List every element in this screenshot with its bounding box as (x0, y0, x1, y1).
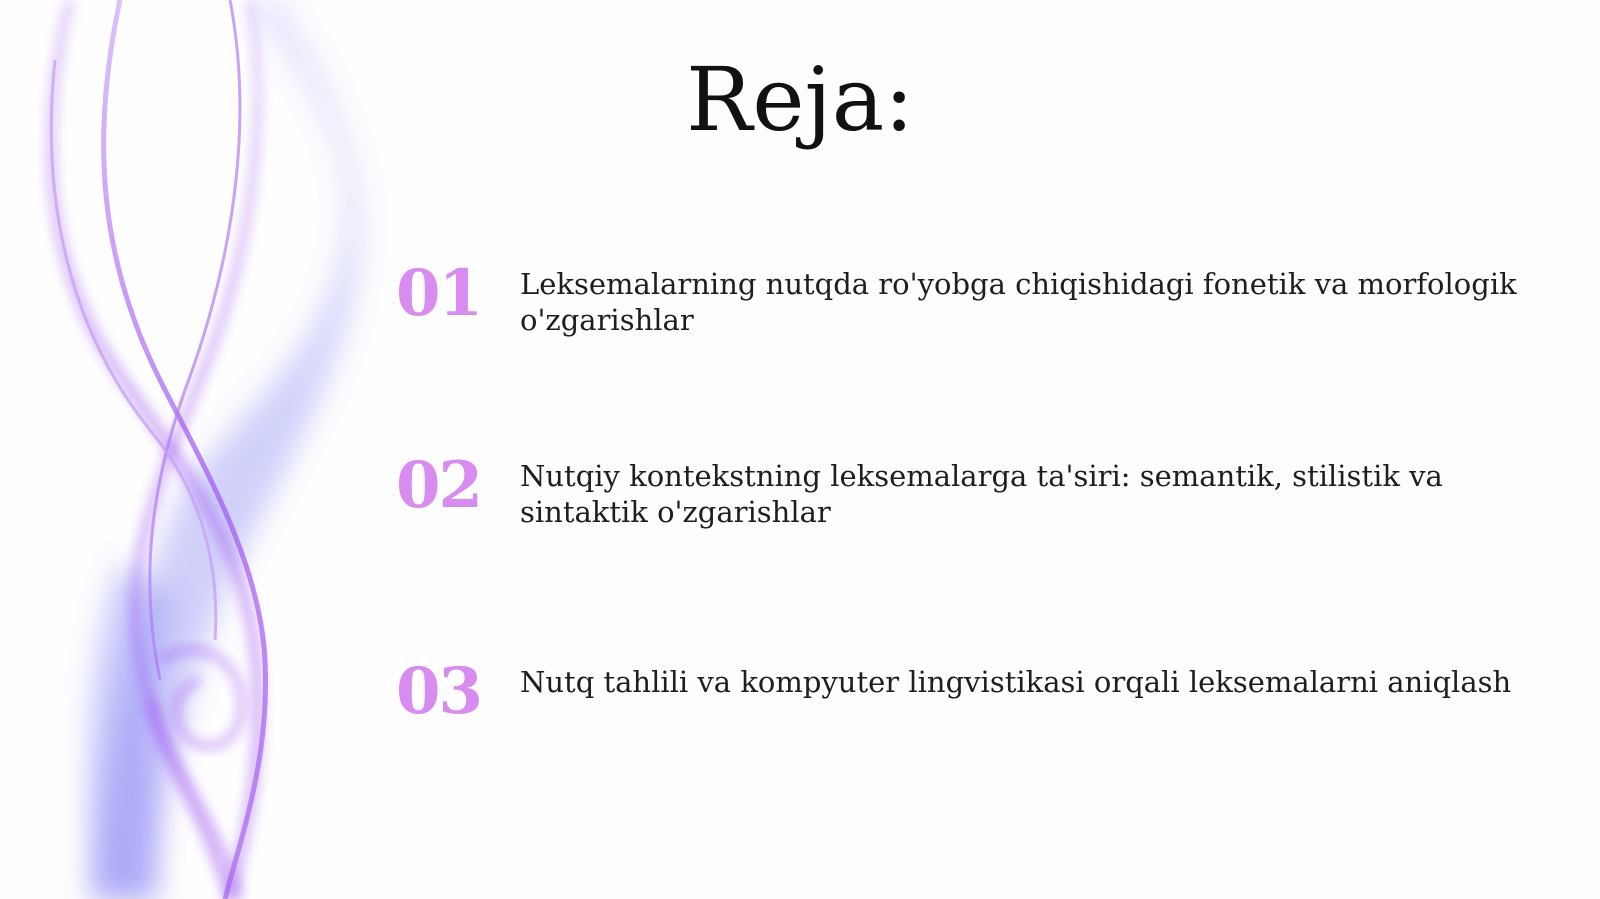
plan-item (396, 650, 1546, 760)
slide-title: Reja: (686, 48, 914, 151)
item-number: 03 (396, 654, 482, 729)
item-text: Nutqiy kontekstning leksemalarga ta'siri: semantik, stilistik va sintaktik o'zgarishlar (520, 459, 1443, 529)
plan-item (396, 444, 1546, 554)
item-text: Nutq tahlili va kompyuter lingvistikasi orqali leksemalarni aniqlash (520, 665, 1512, 699)
item-text: Leksemalarning nutqda ro'yobga chiqishidagi fonetik va morfologik o'zgarishlar (520, 267, 1517, 337)
item-number: 02 (396, 448, 482, 523)
plan-item (396, 252, 1546, 362)
purple-smoke-decoration (0, 0, 400, 899)
item-number: 01 (396, 256, 482, 331)
